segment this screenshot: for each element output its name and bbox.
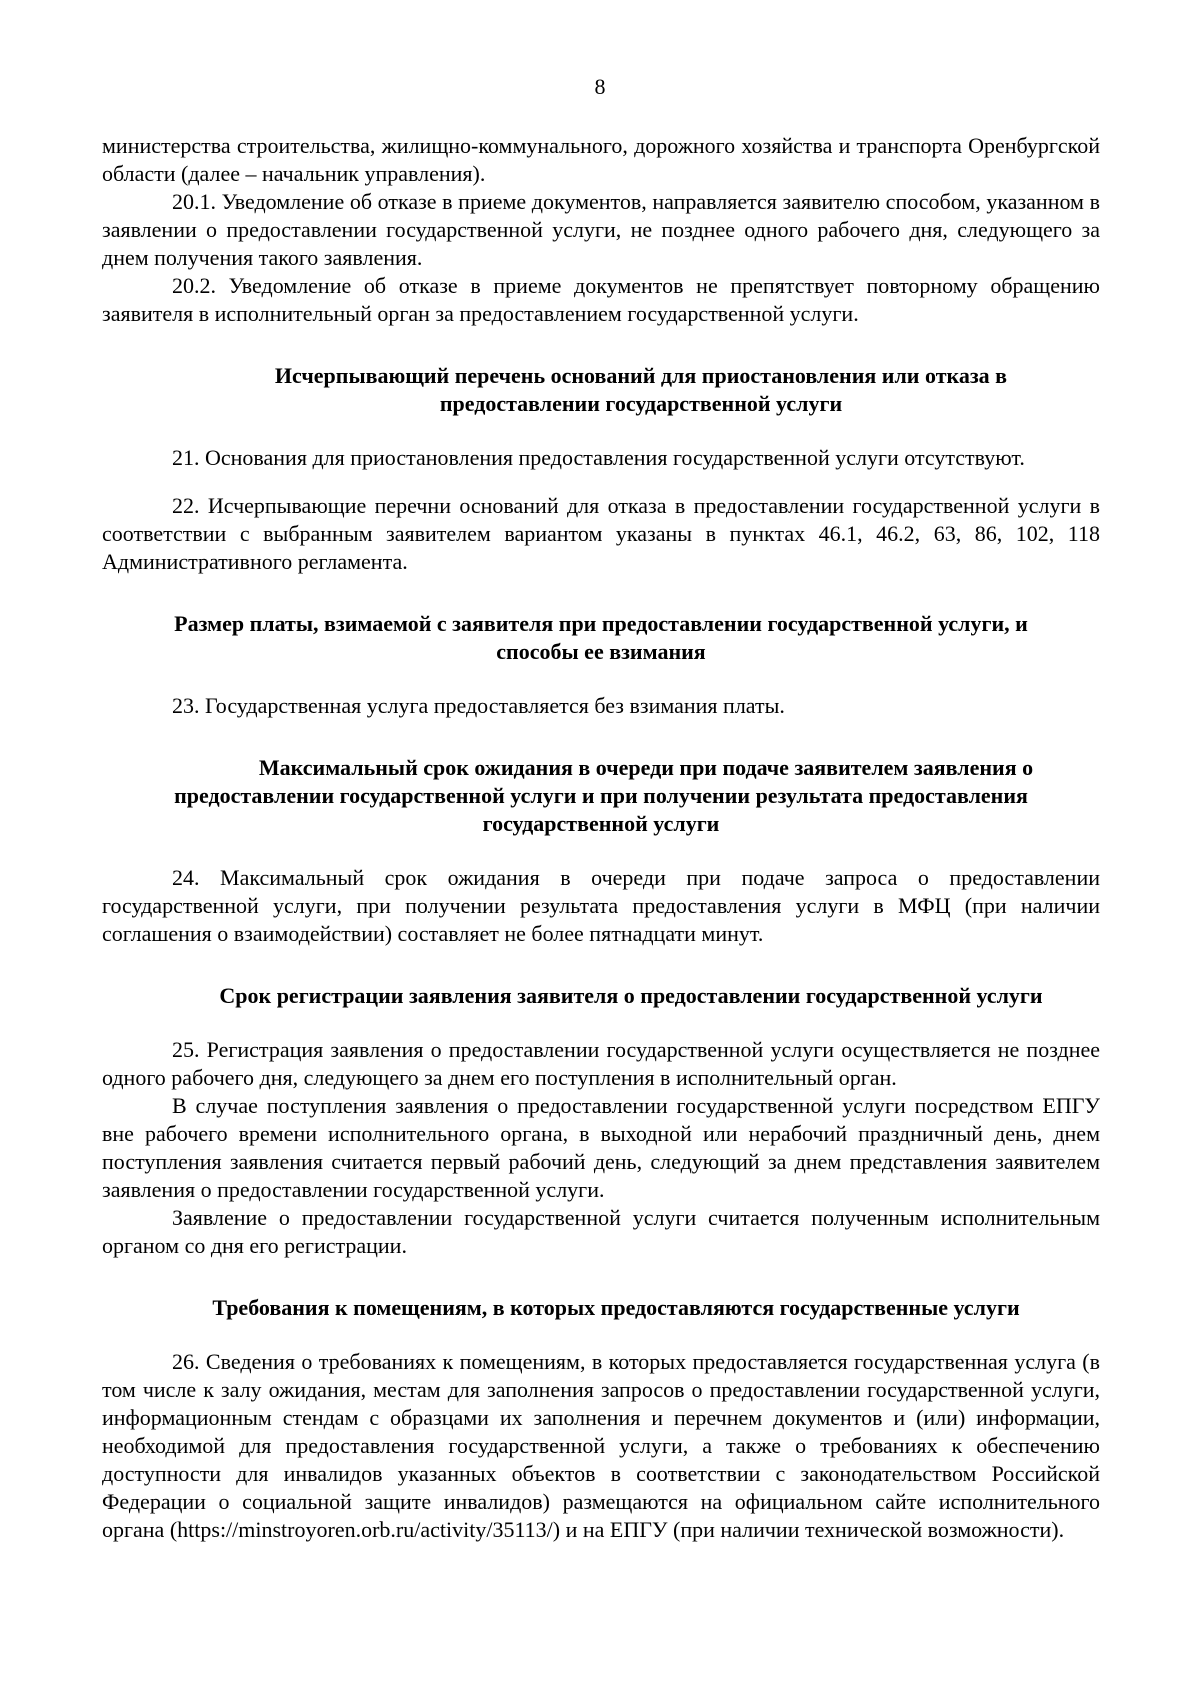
section-heading-queue — [102, 754, 1100, 838]
heading-line: Максимальный срок ожидания в очереди при подаче заявителем заявления о — [258, 755, 1034, 780]
heading-line: Размер платы, взимаемой с заявителя при предоставлении государственной услуги, и — [174, 611, 1028, 636]
paragraph-22: 22. Исчерпывающие перечни оснований для отказа в предоставлении государственной услуги в соответствии с выбранным заявителем вариантом указаны в пунктах 46.1, 46.2, 63, 86, 102, 118 Административного регламента. — [102, 493, 1100, 574]
section-heading-fee — [102, 610, 1100, 666]
page-number: 8 — [594, 74, 606, 99]
section-heading-grounds — [102, 362, 1100, 418]
document-body — [102, 132, 1100, 1544]
paragraph-25-epgu: В случае поступления заявления о предоставлении государственной услуги посредством ЕПГУ вне рабочего времени исполнительного органа, в выходной или нерабочий праздничный день, днем поступления заявления считается первый рабочий день, следующий за днем представления заявителем заявления о предоставлении государственной услуги. — [102, 1093, 1100, 1202]
heading-line: предоставлении государственной услуги — [439, 391, 843, 416]
paragraph-25: 25. Регистрация заявления о предоставлении государственной услуги осуществляется не позднее одного рабочего дня, следующего за днем его поступления в исполнительный орган. — [102, 1037, 1100, 1090]
heading-line: предоставлении государственной услуги и при получении результата предоставления — [174, 783, 1028, 808]
heading-line: Исчерпывающий перечень оснований для приостановления или отказа в — [274, 363, 1008, 388]
paragraph-26: 26. Сведения о требованиях к помещениям, в которых предоставляется государственная услуга (в том числе к залу ожидания, местам для заполнения запросов о предоставлении государственной услуги, информационным стендам с образцами их заполнения и перечнем документов и (или) информации, необходимой для предоставления государственной услуги, а также о требованиях к обеспечению доступности для инвалидов указанных объектов в соответствии с законодательством Российской Федерации о социальной защите инвалидов) размещаются на официальном сайте исполнительного органа (https://minstroyoren.orb.ru/activity/35113/) и на ЕПГУ (при наличии технической возможности). — [102, 1349, 1100, 1542]
section-heading-registration — [102, 982, 1100, 1010]
paragraph-20-1: 20.1. Уведомление об отказе в приеме документов, направляется заявителю способом, указанном в заявлении о предоставлении государственной услуги, не позднее одного рабочего дня, следующего за днем получения такого заявления. — [102, 189, 1100, 270]
section-heading-premises — [102, 1294, 1100, 1322]
heading-line: Срок регистрации заявления заявителя о предоставлении государственной услуги — [219, 983, 1043, 1008]
paragraph-21: 21. Основания для приостановления предоставления государственной услуги отсутствуют. — [172, 445, 1025, 470]
paragraph-23: 23. Государственная услуга предоставляется без взимания платы. — [172, 693, 785, 718]
paragraph-continuation: министерства строительства, жилищно-коммунального, дорожного хозяйства и транспорта Оренбургской области (далее – начальник управления). — [102, 133, 1100, 186]
paragraph-24: 24. Максимальный срок ожидания в очереди при подаче запроса о предоставлении государственной услуги, при получении результата предоставления услуги в МФЦ (при наличии соглашения о взаимодействии) составляет не более пятнадцати минут. — [102, 865, 1100, 946]
paragraph-25-received: Заявление о предоставлении государственной услуги считается полученным исполнительным органом со дня его регистрации. — [102, 1205, 1100, 1258]
heading-line: Требования к помещениям, в которых предоставляются государственные услуги — [212, 1295, 1020, 1320]
paragraph-20-2: 20.2. Уведомление об отказе в приеме документов не препятствует повторному обращению заявителя в исполнительный орган за предоставлением государственной услуги. — [102, 273, 1100, 326]
heading-line: способы ее взимания — [496, 639, 706, 664]
heading-line: государственной услуги — [482, 811, 720, 836]
